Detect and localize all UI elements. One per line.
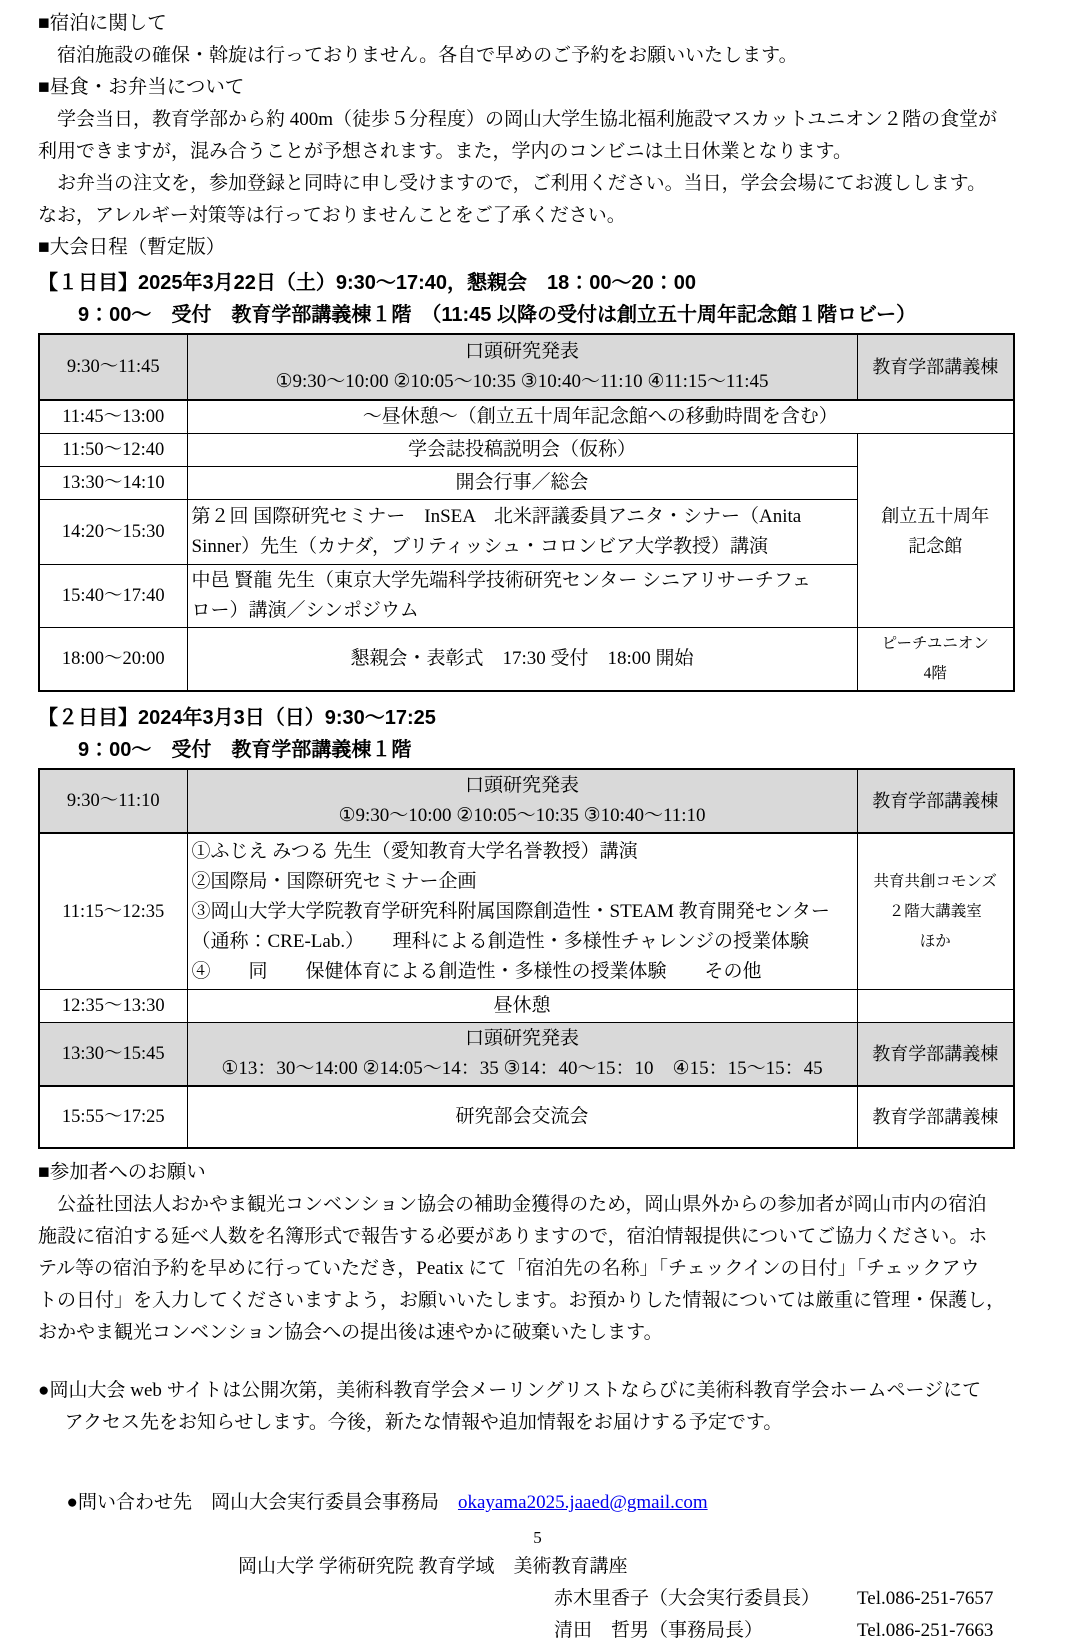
venue-cell: 教育学部講義棟 — [857, 1023, 1014, 1087]
time-cell: 13:30～14:10 — [39, 467, 187, 500]
table-row — [39, 434, 1014, 467]
day1-reception-info: 9：00～ 受付 教育学部講義棟１階 （11:45 以降の受付は創立五十周年記念館１階ロビー） — [78, 304, 917, 326]
section-heading-lunch: ■昼食・お弁当について — [38, 77, 245, 98]
session-cell: 開会行事／総会 — [187, 467, 857, 500]
session-line: 中邑 賢龍 先生（東京大学先端科学技術研究センター シニアリサーチフェ — [191, 570, 811, 591]
venue-line: 創立五十周年 — [881, 505, 990, 526]
session-cell: 学会誌投稿説明会（仮称） — [187, 434, 857, 467]
time-cell: 15:40～17:40 — [39, 565, 187, 628]
venue-cell: 教育学部講義棟 — [857, 1086, 1014, 1148]
venue-line: ピーチユニオン — [881, 635, 989, 652]
session-cell — [187, 334, 857, 400]
session-line: ①ふじえ みつる 先生（愛知教育大学名誉教授）講演 — [191, 840, 638, 862]
session-cell — [187, 1023, 857, 1087]
day1-title: 【１日目】2025年3月22日（土）9:30～17:40，懇親会 18：00～20：00 — [38, 272, 697, 294]
day2-reception-info: 9：00～ 受付 教育学部講義棟１階 — [78, 739, 412, 761]
session-cell: 懇親会・表彰式 17:30 受付 18:00 開始 — [187, 628, 857, 692]
person-name: 清田 哲男（事務局長） — [554, 1620, 764, 1641]
lodging-text: 宿泊施設の確保・斡旋は行っておりません。各自で早めのご予約をお願いいたします。 — [57, 45, 798, 66]
text-line: なお，アレルギー対策等は行っておりませんことをご了承ください。 — [38, 205, 626, 226]
session-line: （通称：CRE-Lab.） 理科による創造性・多様性チャレンジの授業体験 — [191, 930, 810, 952]
time-cell: 11:45～13:00 — [39, 400, 187, 434]
section-heading-request: ■参加者へのお願い — [38, 1162, 206, 1183]
text-line: 学会当日，教育学部から約 400m（徒歩５分程度）の岡山大学生協北福利施設マスカットユニオン２階の食堂が — [57, 109, 998, 130]
session-slots: ①9:30～10:00 ②10:05～10:35 ③10:40～11:10 ④11:15～11:45 — [275, 371, 769, 392]
table-row — [39, 769, 1014, 833]
person-tel: Tel.086-251-7657 — [857, 1588, 994, 1609]
text-line: 利用できますが，混み合うことが予想されます。また，学内のコンビニは土日休業となります。 — [38, 141, 852, 162]
table-row — [39, 628, 1014, 692]
table-row — [39, 1086, 1014, 1148]
session-line: ②国際局・国際研究セミナー企画 — [191, 870, 477, 892]
section-heading-lodging: ■宿泊に関して — [38, 13, 167, 34]
day2-schedule-table — [38, 768, 1015, 1149]
text-line: おかやま観光コンベンション協会への提出後は速やかに破棄いたします。 — [38, 1322, 663, 1343]
session-cell — [187, 565, 857, 628]
person-tel: Tel.086-251-7663 — [857, 1620, 994, 1641]
venue-cell — [857, 434, 1014, 628]
venue-line: ２階大講義室 — [888, 902, 982, 920]
venue-cell — [857, 628, 1014, 692]
time-cell: 9:30～11:10 — [39, 769, 187, 833]
session-cell: ～昼休憩～（創立五十周年記念館への移動時間を含む） — [187, 400, 1014, 434]
section-heading-schedule: ■大会日程（暫定版） — [38, 237, 226, 258]
text-line: テル等の宿泊予約を早めに行っていただき，Peatix にて「宿泊先の名称」「チェックインの日付」「チェックアウ — [38, 1258, 980, 1279]
day1-schedule-table — [38, 333, 1015, 692]
table-row — [39, 833, 1014, 990]
website-note — [38, 1375, 1038, 1439]
venue-cell — [857, 833, 1014, 990]
session-line: ④ 同 保健体育による創造性・多様性の授業体験 その他 — [191, 960, 762, 982]
time-cell: 14:20～15:30 — [39, 500, 187, 565]
page-number: 5 — [533, 1528, 542, 1547]
contact-email-link[interactable]: okayama2025.jaaed@gmail.com — [457, 1492, 708, 1513]
day2-title: 【２日目】2024年3月3日（日）9:30～17:25 — [38, 707, 436, 729]
venue-line: 記念館 — [908, 535, 963, 556]
session-cell — [187, 833, 857, 990]
table-row — [39, 990, 1014, 1023]
session-cell — [187, 500, 857, 565]
text-line: 施設に宿泊する延べ人数を名簿形式で報告する必要がありますので，宿泊情報提供についてご協力ください。ホ — [38, 1226, 988, 1247]
venue-line: 4階 — [923, 665, 947, 682]
time-cell: 12:35～13:30 — [39, 990, 187, 1023]
time-cell: 13:30～15:45 — [39, 1023, 187, 1087]
lunch-paragraph — [38, 104, 1038, 232]
person-name: 赤木里香子（大会実行委員長） — [554, 1588, 821, 1609]
contact-person-row — [38, 1615, 1038, 1647]
session-title: 口頭研究発表 — [464, 1028, 579, 1049]
request-paragraph — [38, 1189, 1038, 1349]
session-slots: ①13：30～14:00 ②14:05～14：35 ③14：40～15：10 ④15：15～15：45 — [221, 1058, 823, 1079]
venue-line: 共育共創コモンズ — [873, 872, 998, 890]
time-cell: 11:50～12:40 — [39, 434, 187, 467]
contact-person-row — [38, 1583, 1038, 1615]
time-cell: 18:00～20:00 — [39, 628, 187, 692]
table-row — [39, 1023, 1014, 1087]
text-line: ●岡山大会 web サイトは公開次第，美術科教育学会メーリングリストならびに美術科教育学会ホームページにて — [38, 1380, 982, 1401]
text-line: 公益社団法人おかやま観光コンベンション協会の補助金獲得のため，岡山県外からの参加者が岡山市内の宿泊 — [57, 1194, 987, 1215]
text-line: アクセス先をお知らせします。今後，新たな情報や追加情報をお届けする予定です。 — [64, 1412, 783, 1433]
text-line: トの日付」を入力してくださいますよう，お願いいたします。お預かりした情報については厳重に管理・保護し， — [38, 1290, 1006, 1311]
venue-cell: 教育学部講義棟 — [857, 334, 1014, 400]
session-line: ③岡山大学大学院教育学研究科附属国際創造性・STEAM 教育開発センター — [191, 900, 830, 922]
session-title: 口頭研究発表 — [464, 775, 579, 796]
table-row — [39, 400, 1014, 434]
venue-line: ほか — [919, 932, 951, 950]
session-line: ロー）講演／シンポジウム — [191, 600, 419, 621]
time-cell: 11:15～12:35 — [39, 833, 187, 990]
session-line: Sinner）先生（カナダ，ブリティッシュ・コロンビア大学教授）講演 — [191, 536, 768, 557]
contact-label: ●問い合わせ先 岡山大会実行委員会事務局 — [66, 1492, 458, 1513]
table-row — [39, 334, 1014, 400]
venue-cell: 教育学部講義棟 — [857, 769, 1014, 833]
session-slots: ①9:30～10:00 ②10:05～10:35 ③10:40～11:10 — [338, 805, 706, 826]
session-title: 口頭研究発表 — [464, 341, 579, 362]
session-cell: 昼休憩 — [187, 990, 857, 1023]
time-cell: 15:55～17:25 — [39, 1086, 187, 1148]
time-cell: 9:30～11:45 — [39, 334, 187, 400]
session-cell: 研究部会交流会 — [187, 1086, 857, 1148]
contact-affiliation: 岡山大学 学術研究院 教育学域 美術教育講座 — [238, 1556, 628, 1577]
venue-cell — [857, 990, 1014, 1023]
session-line: 第２回 国際研究セミナー InSEA 北米評議委員アニタ・シナー（Anita — [191, 506, 802, 527]
session-cell — [187, 769, 857, 833]
text-line: お弁当の注文を，参加登録と同時に申し受けますので，ご利用ください。当日，学会会場にてお渡しします。 — [57, 173, 987, 194]
